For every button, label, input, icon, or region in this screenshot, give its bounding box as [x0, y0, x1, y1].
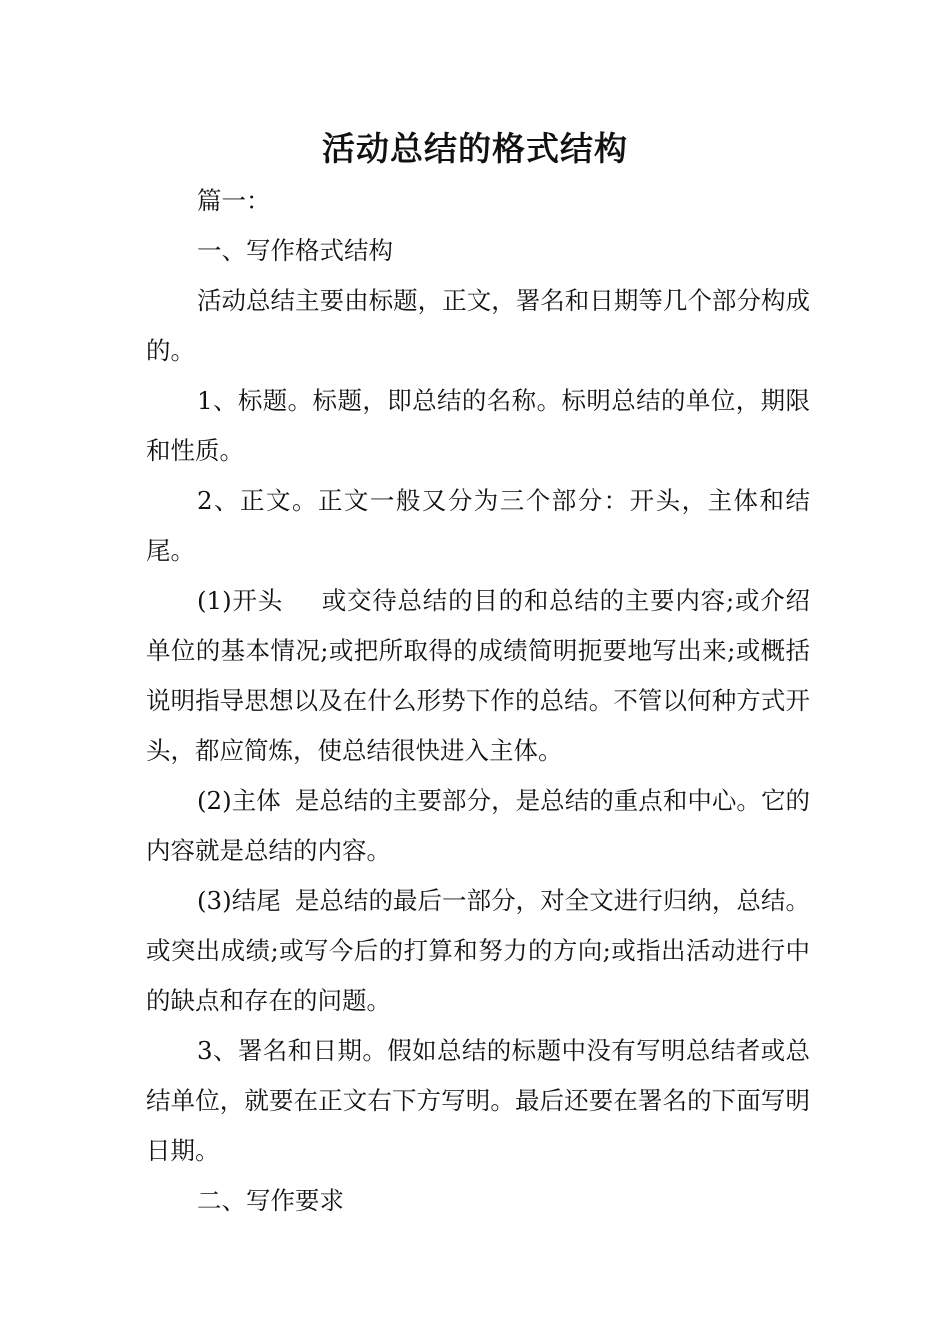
item-title-paragraph: 1、标题。标题，即总结的名称。标明总结的单位，期限和性质。 — [146, 386, 810, 465]
ending-label: (3)结尾 — [197, 886, 281, 915]
main-body-paragraph — [146, 776, 810, 876]
intro-paragraph: 活动总结主要由标题，正文，署名和日期等几个部分构成的。 — [146, 286, 810, 365]
document-title: 活动总结的格式结构 — [322, 129, 628, 168]
item-body-paragraph: 2、正文。正文一般又分为三个部分：开头，主体和结尾。 — [146, 486, 810, 565]
main-body-label: (2)主体 — [197, 786, 281, 815]
ending-paragraph — [146, 876, 810, 1026]
opening-text: 或交待总结的目的和总结的主要内容;或介绍单位的基本情况;或把所取得的成绩简明扼要地写出来;或概括说明指导思想以及在什么形势下作的总结。不管以何种方式开头，都应简炼，使总结很快进入主体。 — [146, 586, 810, 765]
opening-label: (1)开头 — [197, 586, 283, 615]
heading-writing-requirements: 二、写作要求 — [197, 1186, 344, 1215]
opening-paragraph — [146, 576, 810, 776]
main-body-text: 是总结的主要部分，是总结的重点和中心。它的内容就是总结的内容。 — [146, 786, 810, 865]
signature-date-paragraph: 3、署名和日期。假如总结的标题中没有写明总结者或总结单位，就要在正文右下方写明。最后还要在署名的下面写明日期。 — [146, 1036, 810, 1165]
heading-writing-format: 一、写作格式结构 — [197, 236, 393, 265]
ending-text: 是总结的最后一部分，对全文进行归纳，总结。或突出成绩;或写今后的打算和努力的方向;或指出活动进行中的缺点和存在的问题。 — [146, 886, 810, 1015]
section-label: 篇一： — [197, 186, 271, 215]
